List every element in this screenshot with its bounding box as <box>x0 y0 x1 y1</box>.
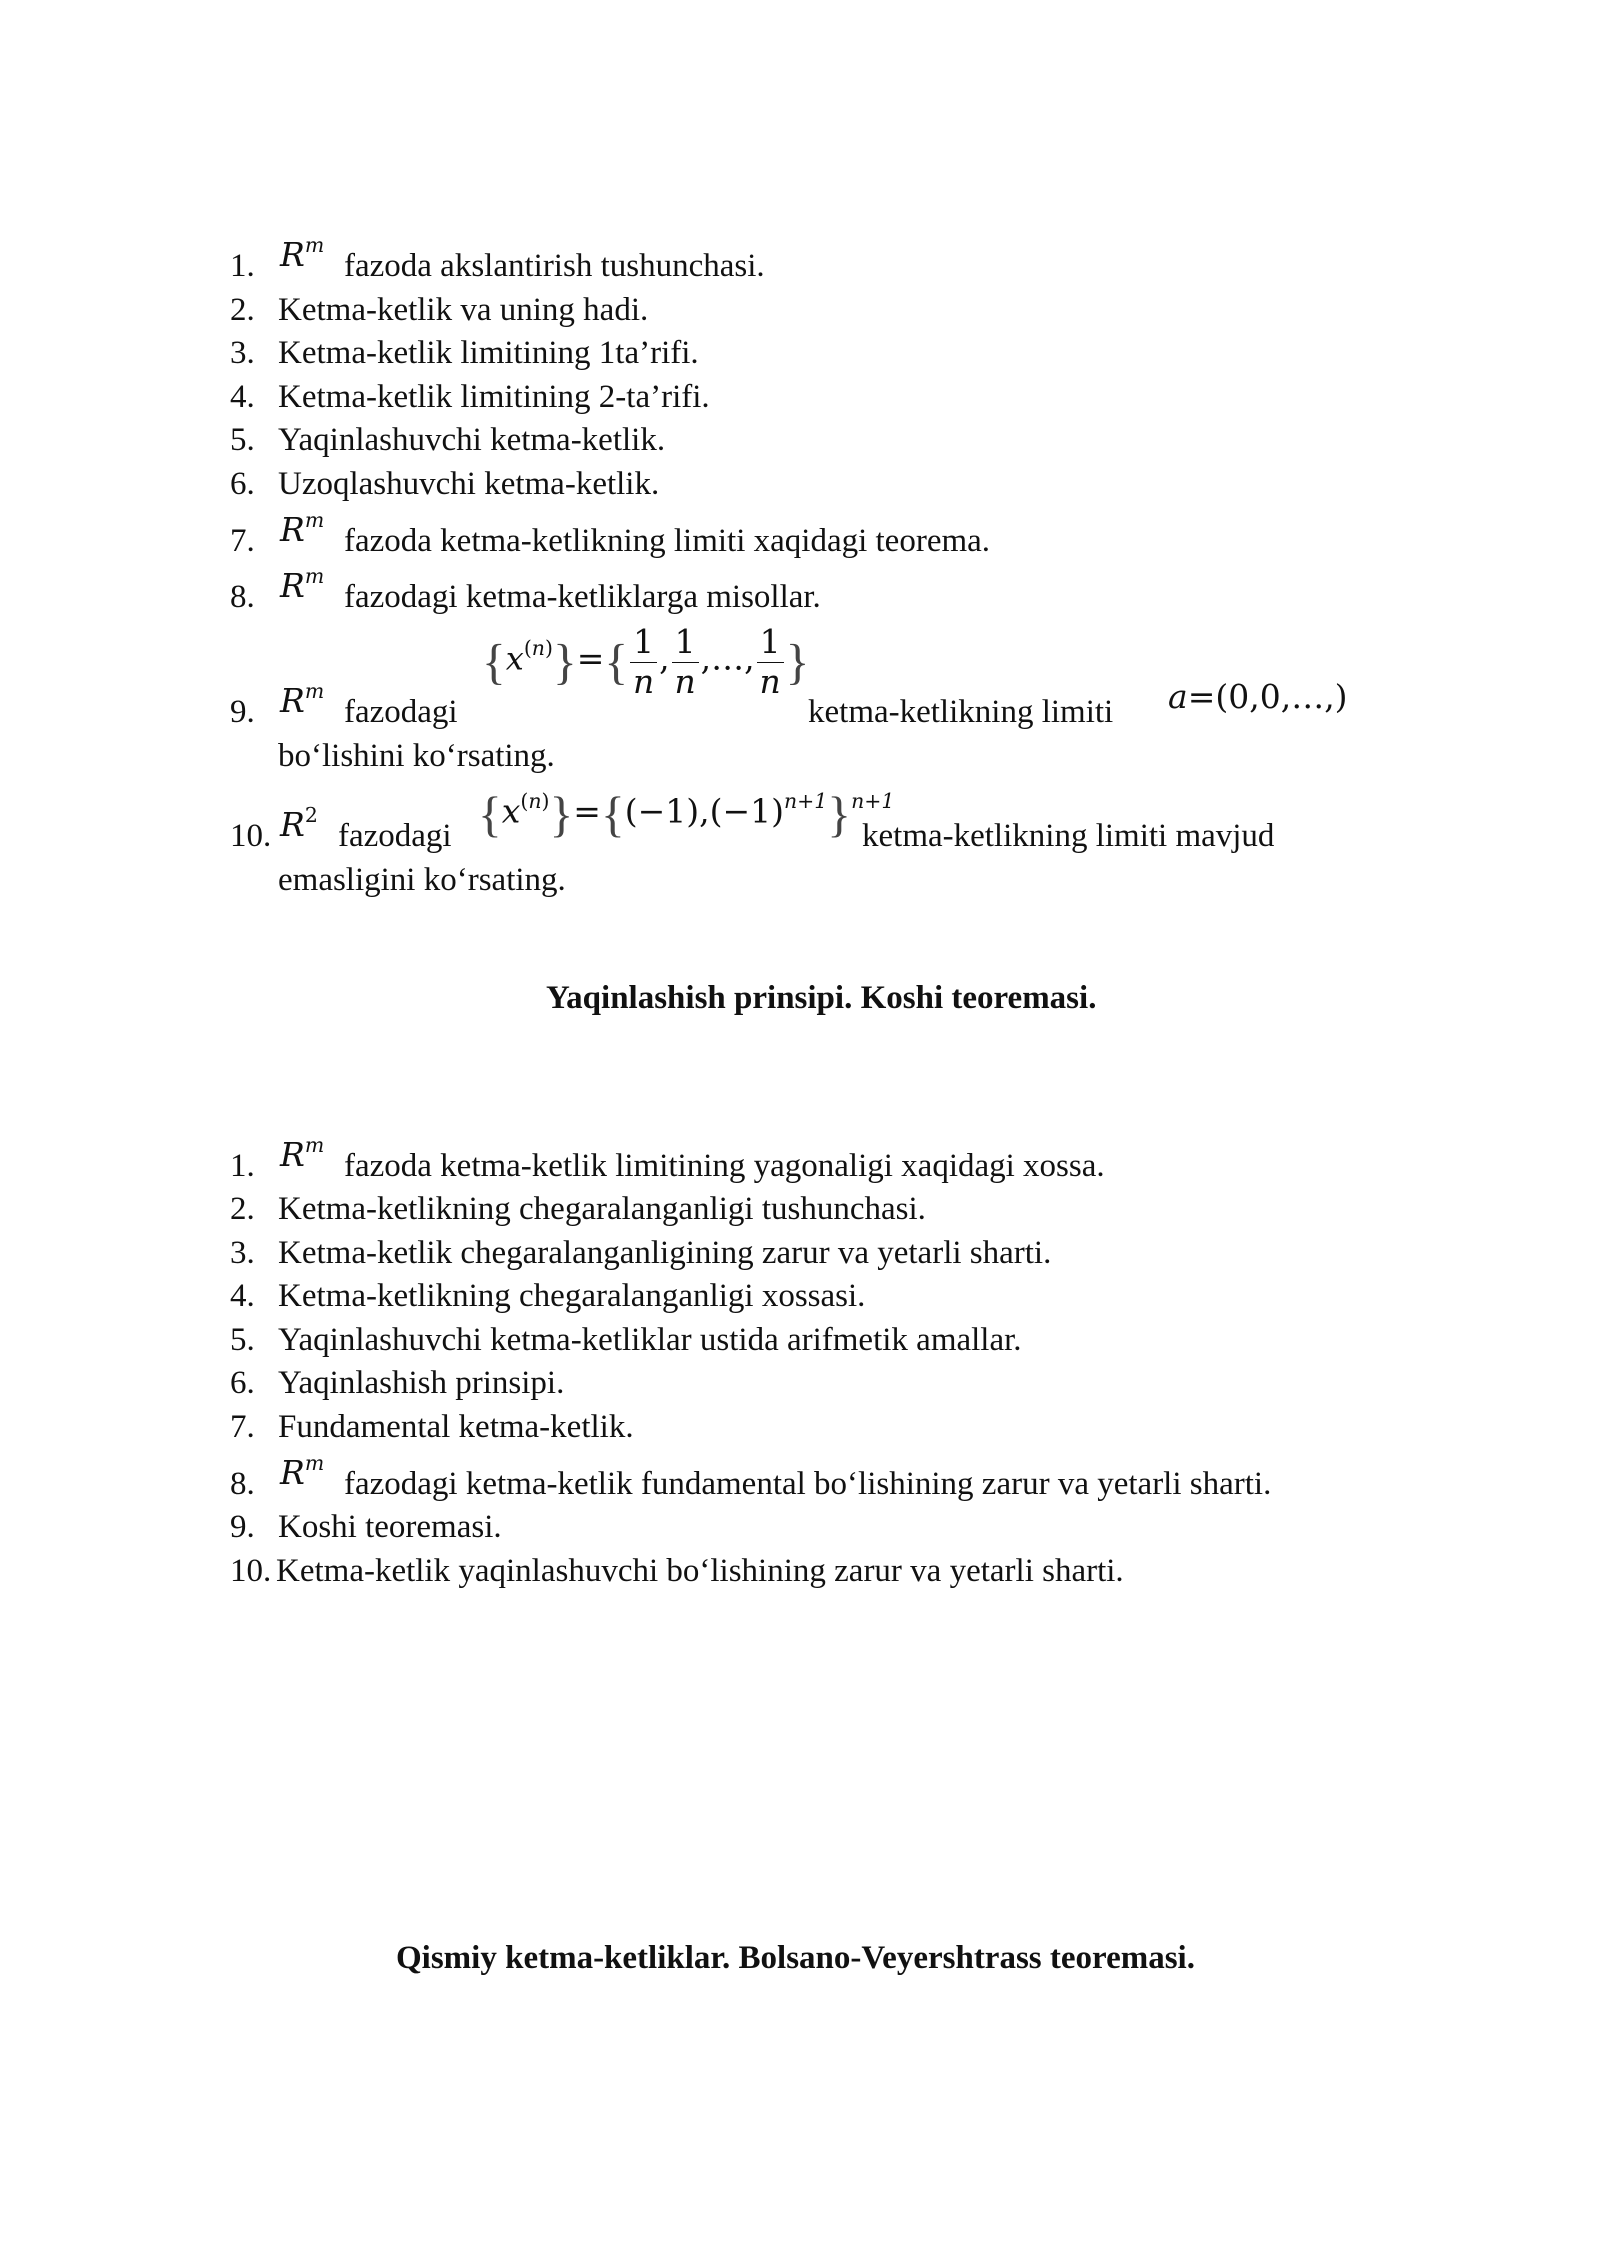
item-number: 2. <box>230 292 255 328</box>
item-text: Ketma-ketlik va uning hadi. <box>278 292 649 328</box>
math-symbol: $R^m$ <box>280 678 325 720</box>
item-number: 8. <box>230 579 255 615</box>
item-text: ketma-ketlikning limiti mavjud <box>862 818 1275 854</box>
item-number: 10. <box>230 1553 272 1589</box>
item-text: Ketma-ketlikning chegaralanganligi tushunchasi. <box>278 1191 926 1227</box>
item-text: Yaqinlashuvchi ketma-ketliklar ustida arifmetik amallar. <box>278 1322 1022 1358</box>
item-number: 7. <box>230 523 255 559</box>
item-number: 4. <box>230 379 255 415</box>
item-text-continuation: emasligini ko‘rsating. <box>278 862 566 898</box>
item-number: 2. <box>230 1191 255 1227</box>
item-number: 3. <box>230 1235 255 1271</box>
item-number: 5. <box>230 422 255 458</box>
math-symbol: $R^m$ <box>280 1132 325 1174</box>
math-symbol: $R^2$ <box>280 802 318 844</box>
item-text-continuation: bo‘lishini ko‘rsating. <box>278 738 555 774</box>
item-number: 1. <box>230 1148 255 1184</box>
item-text: fazoda akslantirish tushunchasi. <box>344 248 765 284</box>
section-heading: Yaqinlashish prinsipi. Koshi teoremasi. <box>546 980 1097 1016</box>
item-text: Uzoqlashuvchi ketma-ketlik. <box>278 466 660 502</box>
section-heading: Qismiy ketma-ketliklar. Bolsano-Veyershtrass teoremasi. <box>396 1940 1195 1976</box>
item-text: ketma-ketlikning limiti <box>808 694 1114 730</box>
item-number: 4. <box>230 1278 255 1314</box>
item-number: 6. <box>230 466 255 502</box>
math-symbol: $R^m$ <box>280 1450 325 1492</box>
item-number: 7. <box>230 1409 255 1445</box>
item-text: fazodagi ketma-ketliklarga misollar. <box>344 579 821 615</box>
sequence-formula: $\{x^{(n)}\}=\{(-1),(-1)^{n+1}\}^{n+1}$ <box>478 787 895 842</box>
sequence-formula: $\{x^{(n)}\}=${ $\frac{1}{n}$ , $\frac{1}{n}$ ,…, $\frac{1}{n}$ } <box>482 622 810 701</box>
item-number: 8. <box>230 1466 255 1502</box>
item-text: fazoda ketma-ketlik limitining yagonaligi xaqidagi xossa. <box>344 1148 1105 1184</box>
item-text: fazoda ketma-ketlikning limiti xaqidagi teorema. <box>344 523 991 559</box>
item-text: fazodagi <box>338 818 452 854</box>
item-number: 3. <box>230 335 255 371</box>
item-number: 9. <box>230 694 255 730</box>
item-text: Ketma-ketlikning chegaralanganligi xossasi. <box>278 1278 866 1314</box>
item-text: Ketma-ketlik yaqinlashuvchi bo‘lishining zarur va yetarli sharti. <box>276 1553 1124 1589</box>
item-number: 1. <box>230 248 255 284</box>
math-symbol: $R^m$ <box>280 563 325 605</box>
math-symbol: $R^m$ <box>280 507 325 549</box>
item-number: 10. <box>230 818 272 854</box>
item-text: Fundamental ketma-ketlik. <box>278 1409 634 1445</box>
limit-formula: a=(0,0,…,) <box>1168 677 1348 716</box>
item-number: 9. <box>230 1509 255 1545</box>
item-number: 6. <box>230 1365 255 1401</box>
item-number: 5. <box>230 1322 255 1358</box>
item-text: Ketma-ketlik limitining 1ta’rifi. <box>278 335 699 371</box>
list-item <box>230 250 255 283</box>
item-text: fazodagi ketma-ketlik fundamental bo‘lishining zarur va yetarli sharti. <box>344 1466 1272 1502</box>
item-text: Yaqinlashuvchi ketma-ketlik. <box>278 422 666 458</box>
item-text: Koshi teoremasi. <box>278 1509 502 1545</box>
math-symbol: $R^m$ <box>280 232 325 274</box>
item-text: Yaqinlashish prinsipi. <box>278 1365 565 1401</box>
item-text: Ketma-ketlik limitining 2-ta’rifi. <box>278 379 710 415</box>
item-text: fazodagi <box>344 694 458 730</box>
item-text: Ketma-ketlik chegaralanganligining zarur va yetarli sharti. <box>278 1235 1052 1271</box>
